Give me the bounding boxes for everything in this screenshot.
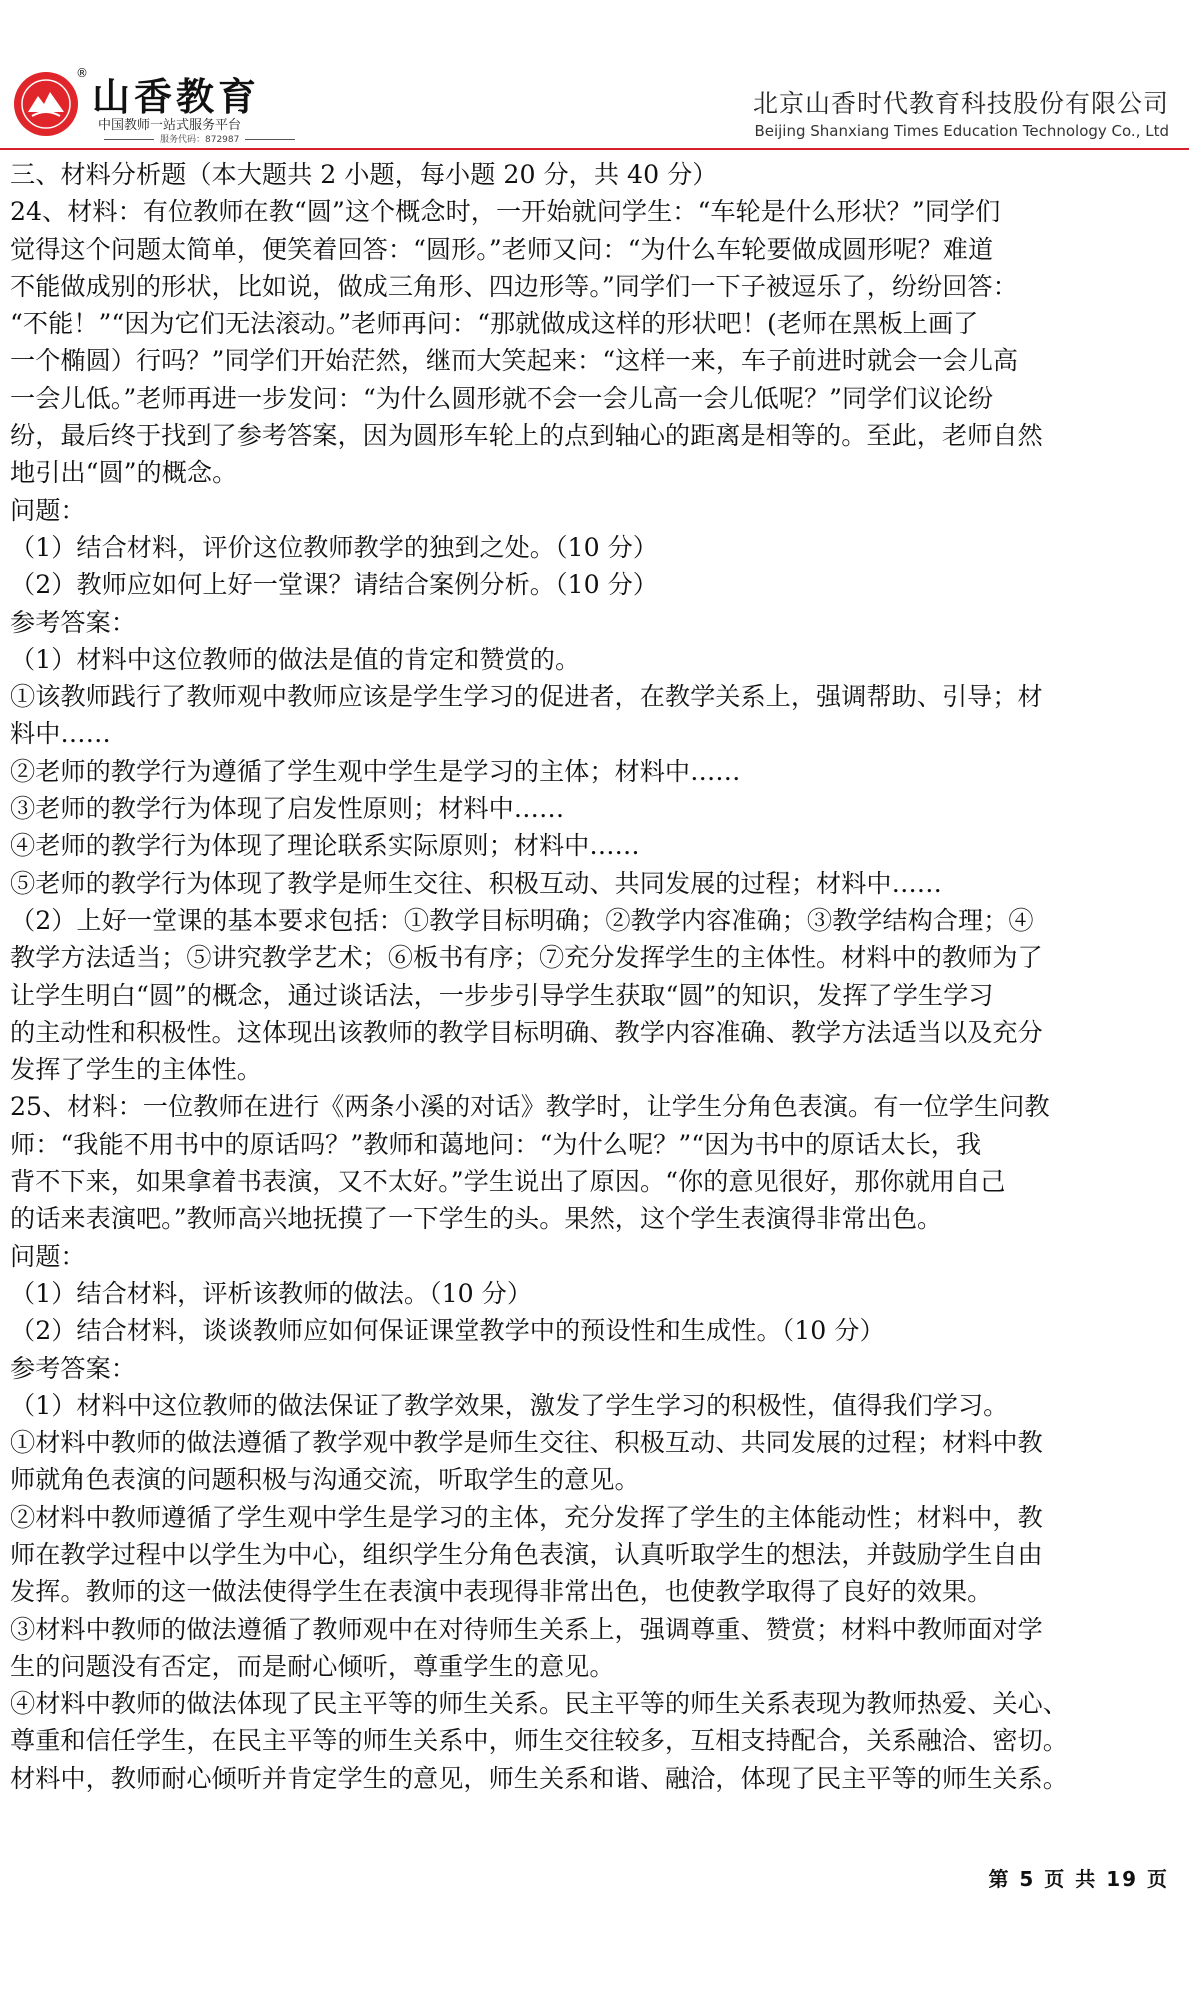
text-line: ④老师的教学行为体现了理论联系实际原则；材料中…… [10, 831, 640, 861]
text-line: 师就角色表演的问题积极与沟通交流，听取学生的意见。 [10, 1465, 640, 1495]
text-line: “不能！”“因为它们无法滚动。”老师再问：“那就做成这样的形状吧！(老师在黑板上画了 [10, 309, 979, 339]
text-line: 的话来表演吧。”教师高兴地抚摸了一下学生的头。果然，这个学生表演得非常出色。 [10, 1204, 943, 1234]
text-line: ④材料中教师的做法体现了民主平等的师生关系。民主平等的师生关系表现为教师热爱、关心、 [10, 1689, 1068, 1719]
shanxiang-logo-icon [14, 72, 78, 136]
text-line: 的主动性和积极性。这体现出该教师的教学目标明确、教学内容准确、教学方法适当以及充分 [10, 1017, 1043, 1047]
text-line: 料中…… [10, 719, 111, 749]
text-line: 不能做成别的形状，比如说，做成三角形、四边形等。”同学们一下子被逗乐了，纷纷回答： [10, 271, 1018, 301]
text-line: ②老师的教学行为遵循了学生观中学生是学习的主体；材料中…… [10, 756, 741, 786]
text-line: 发挥。教师的这一做法使得学生在表演中表现得非常出色，也使教学取得了良好的效果。 [10, 1577, 993, 1607]
page-number: 第 5 页 共 19 页 [988, 1867, 1169, 1891]
text-line: 发挥了学生的主体性。 [10, 1055, 262, 1085]
brand-name: 山香教育 [92, 75, 261, 119]
brand-slogan: 中国教师一站式服务平台 [98, 118, 242, 133]
text-line: （2）结合材料，谈谈教师应如何保证课堂教学中的预设性和生成性。（10 分） [10, 1316, 885, 1346]
text-line: （1）结合材料，评价这位教师教学的独到之处。（10 分） [10, 532, 658, 562]
text-line: 师在教学过程中以学生为中心，组织学生分角色表演，认真听取学生的想法，并鼓励学生自由 [10, 1539, 1043, 1569]
text-line: ①该教师践行了教师观中教师应该是学生学习的促进者，在教学关系上，强调帮助、引导；材 [10, 682, 1043, 712]
text-line: 觉得这个问题太简单，便笑着回答：“圆形。”老师又问：“为什么车轮要做成圆形呢？难道 [10, 234, 994, 264]
text-line: 师：“我能不用书中的原话吗？”教师和蔼地问：“为什么呢？”“因为书中的原话太长，我 [10, 1129, 982, 1159]
text-line: ③老师的教学行为体现了启发性原则；材料中…… [10, 794, 565, 824]
text-line: 参考答案： [10, 1353, 136, 1383]
text-line: 一会儿低。”老师再进一步发问：“为什么圆形就不会一会儿高一会儿低呢？”同学们议论纷 [10, 383, 994, 413]
document-body [10, 156, 1180, 1797]
text-line: （1）结合材料，评析该教师的做法。（10 分） [10, 1278, 533, 1308]
text-line: 地引出“圆”的概念。 [10, 458, 238, 488]
text-line: 问题： [10, 1241, 86, 1271]
text-line: 材料中，教师耐心倾听并肯定学生的意见，师生关系和谐、融洽，体现了民主平等的师生关系。 [10, 1763, 1068, 1793]
text-line: 生的问题没有否定，而是耐心倾听，尊重学生的意见。 [10, 1651, 615, 1681]
text-line: 教学方法适当；⑤讲究教学艺术；⑥板书有序；⑦充分发挥学生的主体性。材料中的教师为了 [10, 943, 1043, 973]
text-line: （1）材料中这位教师的做法是值的肯定和赞赏的。 [10, 644, 581, 674]
text-line: （2）教师应如何上好一堂课？请结合案例分析。（10 分） [10, 570, 658, 600]
text-line: ③材料中教师的做法遵循了教师观中在对待师生关系上，强调尊重、赞赏；材料中教师面对学 [10, 1614, 1043, 1644]
text-line: 三、材料分析题（本大题共 2 小题，每小题 20 分，共 40 分） [10, 160, 718, 189]
text-line: 一个椭圆）行吗？”同学们开始茫然，继而大笑起来：“这样一来，车子前进时就会一会儿高 [10, 346, 1019, 376]
company-name-en: Beijing Shanxiang Times Education Technology Co., Ltd [754, 122, 1169, 140]
text-line: 纷，最后终于找到了参考答案，因为圆形车轮上的点到轴心的距离是相等的。至此，老师自然 [10, 421, 1043, 451]
text-line: ⑤老师的教学行为体现了教学是师生交往、积极互动、共同发展的过程；材料中…… [10, 868, 942, 898]
page-header [0, 0, 1189, 148]
brand-phone: 服务代码：872987 [98, 132, 301, 145]
text-line: （2）上好一堂课的基本要求包括：①教学目标明确；②教学内容准确；③教学结构合理；④ [10, 905, 1034, 935]
company-name-cn: 北京山香时代教育科技股份有限公司 [752, 89, 1169, 118]
text-line: 让学生明白“圆”的概念，通过谈话法，一步步引导学生获取“圆”的知识，发挥了学生学习 [10, 980, 994, 1010]
text-line: （1）材料中这位教师的做法保证了教学效果，激发了学生学习的积极性，值得我们学习。 [10, 1390, 1009, 1420]
header-divider [0, 148, 1189, 150]
text-line: ②材料中教师遵循了学生观中学生是学习的主体，充分发挥了学生的主体能动性；材料中，教 [10, 1502, 1043, 1532]
text-line: 尊重和信任学生，在民主平等的师生关系中，师生交往较多，互相支持配合，关系融洽、密切。 [10, 1726, 1068, 1756]
text-line: 25、材料：一位教师在进行《两条小溪的对话》教学时，让学生分角色表演。有一位学生问教 [10, 1092, 1050, 1122]
text-line: 24、材料：有位教师在教“圆”这个概念时，一开始就问学生：“车轮是什么形状？”同学们 [10, 197, 1001, 227]
text-line: ①材料中教师的做法遵循了教学观中教学是师生交往、积极互动、共同发展的过程；材料中教 [10, 1428, 1043, 1458]
registered-mark: ® [76, 66, 88, 80]
text-line: 背不下来，如果拿着书表演，又不太好。”学生说出了原因。“你的意见很好，那你就用自己 [10, 1167, 1006, 1197]
text-line: 参考答案： [10, 607, 136, 637]
text-line: 问题： [10, 495, 86, 525]
